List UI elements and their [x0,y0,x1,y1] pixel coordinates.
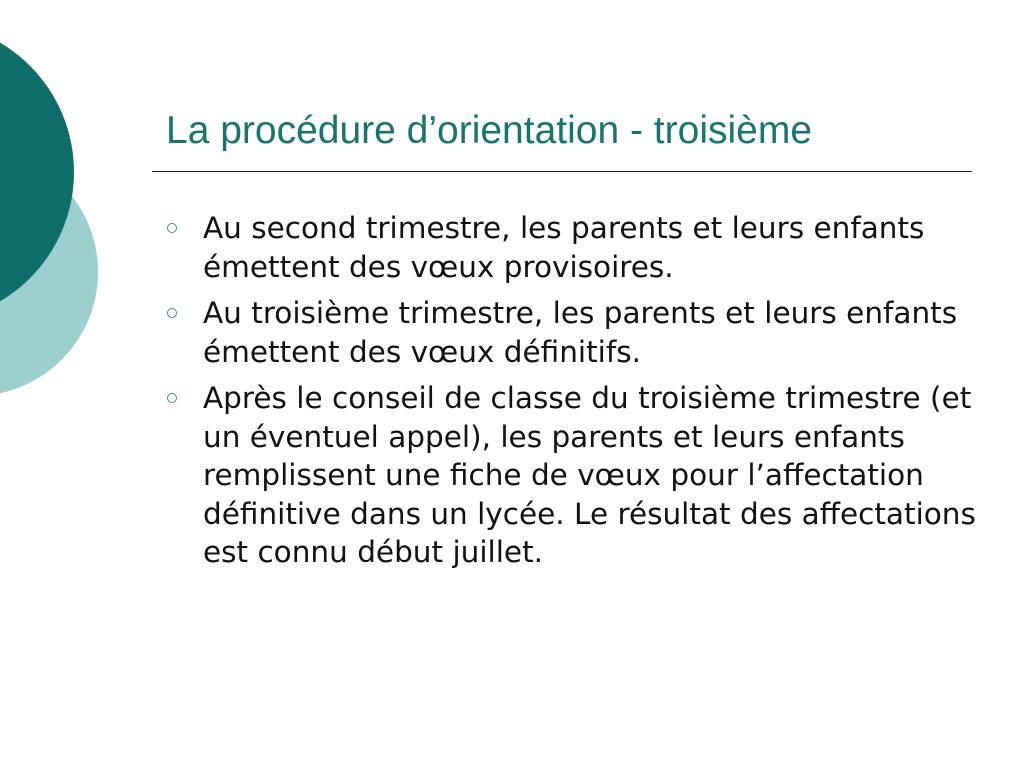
bullet-item [166,294,976,371]
hollow-circle-bullet-icon [167,223,177,233]
bullet-text: Au troisième trimestre, les parents et leurs enfants émettent des vœux définitifs. [203,296,958,369]
bullet-text: Après le conseil de classe du troisième trimestre (et un éventuel appel), les parents et leurs enfants remplissent une fiche de vœux pour l’affectation définitive dans un lycée. Le résultat des affectations est connu début juillet. [203,381,976,569]
bullet-item [166,379,976,572]
bullet-text: Au second trimestre, les parents et leurs enfants émettent des vœux provisoires. [203,211,925,284]
hollow-circle-bullet-icon [167,393,177,403]
bullet-item [166,209,976,286]
bullet-list [166,209,976,580]
slide-title: La procédure d’orientation - troisième [166,109,813,152]
title-divider [152,171,972,172]
hollow-circle-bullet-icon [167,308,177,318]
